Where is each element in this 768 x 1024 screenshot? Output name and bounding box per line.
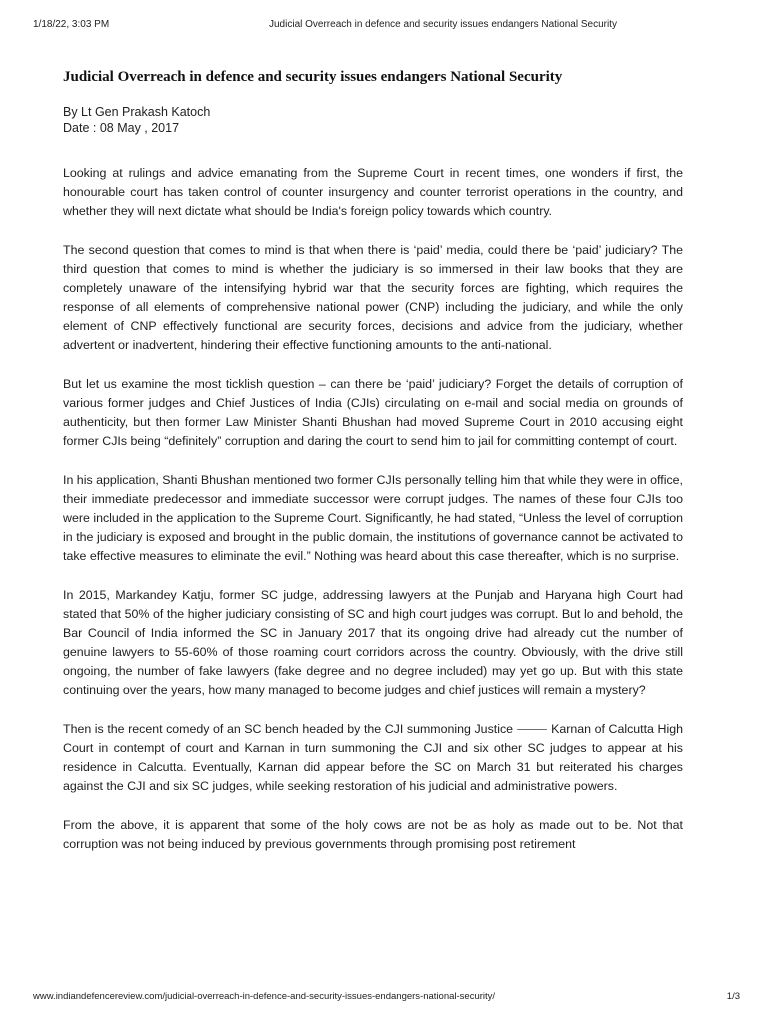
article-paragraph: But let us examine the most ticklish question – can there be ‘paid’ judiciary? Forget the details of corruption of various former judges and Chief Justices of India (CJIs) circulating on e-mail and social media on grounds of authenticity, but then former Law Minister Shanti Bhushan had moved Supreme Court in 2010 accusing eight former CJIs being “definitely” corruption and daring the court to send him to jail for committing contempt of court. — [63, 376, 683, 449]
article — [63, 66, 683, 873]
page-url[interactable]: www.indiandefencereview.com/judicial-overreach-in-defence-and-security-issues-endangers-national-security/ — [33, 991, 496, 1002]
article-paragraph: Looking at rulings and advice emanating from the Supreme Court in recent times, one wonders if first, the honourable court has taken control of counter insurgency and counter terrorist operations in the country, and whether they will next dictate what should be India's foreign policy towards which country. — [63, 166, 683, 219]
article-meta — [63, 104, 683, 136]
print-header — [33, 18, 618, 32]
article-title: Judicial Overreach in defence and security issues endangers National Security — [63, 69, 563, 85]
article-paragraph: In his application, Shanti Bhushan mentioned two former CJIs personally telling him that while they were in office, their immediate predecessor and immediate successor were corrupt judges. The names of these four CJIs too were included in the application to the Supreme Court. Significantly, he had stated, “Unless the level of corruption in the judiciary is exposed and brought in the public domain, the institutions of governance cannot be activated to take effective measures to eliminate the evil.” Nothing was heard about this case thereafter, which is no surprise. — [63, 472, 683, 564]
article-paragraph: From the above, it is apparent that some of the holy cows are not be as holy as made out to be. Not that corruption was not being induced by previous governments through promising post retirement — [63, 817, 683, 851]
page-number: 1/3 — [726, 991, 740, 1002]
print-footer — [33, 990, 740, 1004]
article-byline: By Lt Gen Prakash Katoch — [63, 105, 211, 119]
print-date: 1/18/22, 3:03 PM — [33, 19, 110, 30]
print-header-title: Judicial Overreach in defence and security issues endangers National Security — [269, 19, 617, 30]
article-date: Date : 08 May , 2017 — [63, 121, 180, 135]
article-paragraph: Then is the recent comedy of an SC bench headed by the CJI summoning Justice ⸻ Karnan of Calcutta High Court in contempt of court and Karnan in turn summoning the CJI and six other SC judges to appear at his residence in Calcutta. Eventually, Karnan did appear before the SC on March 31 but reiterated his charges against the CJI and six SC judges, while seeking restoration of his judicial and administrative powers. — [63, 721, 683, 794]
article-paragraph: The second question that comes to mind is that when there is ‘paid’ media, could there be ‘paid’ judiciary? The third question that comes to mind is whether the judiciary is so immersed in their law books that they are completely unaware of the intensifying hybrid war that the security forces are fighting, which requires the response of all elements of comprehensive national power (CNP) including the judiciary, and while the only element of CNP effectively functional are security forces, decisions and advice from the judiciary, whether advertent or inadvertent, hindering their effective functioning amounts to the anti-national. — [63, 242, 683, 353]
article-paragraph: In 2015, Markandey Katju, former SC judge, addressing lawyers at the Punjab and Haryana high Court had stated that 50% of the higher judiciary consisting of SC and high court judges was corrupt. But lo and behold, the Bar Council of India informed the SC in January 2017 that its ongoing drive had already cut the number of genuine lawyers to 55-60% of those roaming court corridors across the country. Obviously, with the drive still ongoing, the number of fake lawyers (fake degree and no degree included) may yet go up. But with this state continuing over the years, how many managed to become judges and chief justices will remain a mystery? — [63, 587, 683, 698]
